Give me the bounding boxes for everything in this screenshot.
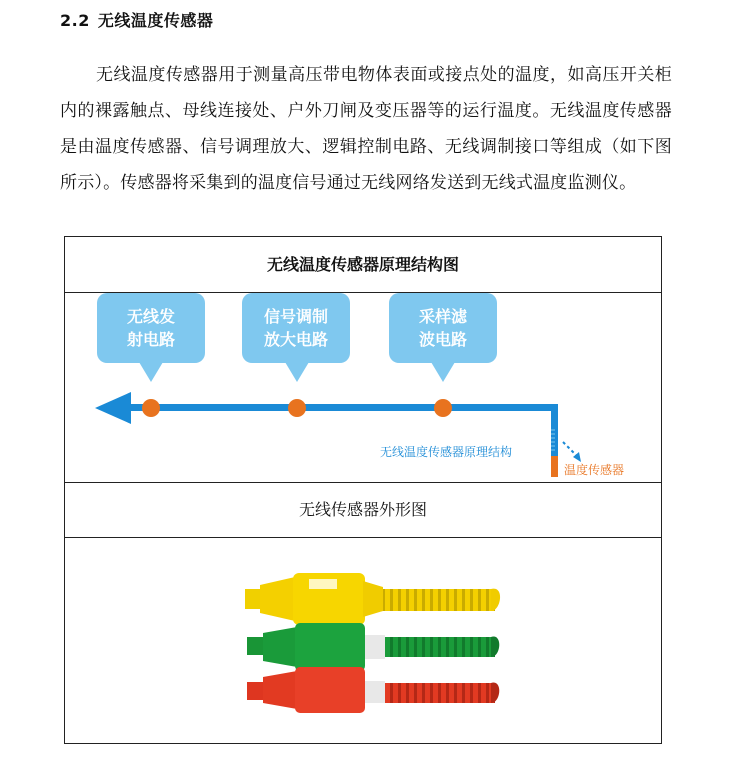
node-filter xyxy=(434,399,452,417)
section-heading xyxy=(60,8,213,31)
section-title: 无线温度传感器 xyxy=(97,11,214,30)
bubble-1-line1: 无线发 xyxy=(126,307,176,326)
diagram-row xyxy=(65,292,661,483)
sensor-photo xyxy=(65,537,661,743)
bubble-2-line2: 放大电路 xyxy=(263,330,329,349)
photo-row xyxy=(65,537,661,743)
bubble-transmit-circuit xyxy=(97,293,205,382)
principle-diagram xyxy=(65,292,661,482)
node-transmit xyxy=(142,399,160,417)
sensor-pointer xyxy=(563,442,577,456)
bubble-signal-amplifier xyxy=(242,293,350,382)
sensor-pointer-head xyxy=(573,452,581,462)
sensor-probe-tip xyxy=(551,456,558,477)
photo-title-row xyxy=(65,482,661,538)
structure-label: 无线温度传感器原理结构 xyxy=(380,445,513,459)
bubble-3-line1: 采样滤 xyxy=(418,307,468,326)
bubble-3-line2: 波电路 xyxy=(418,330,468,349)
bubble-2-line1: 信号调制 xyxy=(263,307,329,326)
photo-title: 无线传感器外形图 xyxy=(298,500,427,519)
section-number: 2.2 xyxy=(60,11,90,30)
body-paragraph: 无线温度传感器用于测量高压带电物体表面或接点处的温度，如高压开关柜内的裸露触点、母线连接处、户外刀闸及变压器等的运行温度。无线温度传感器是由温度传感器、信号调理放大、逻辑控制电路、无线调制接口等组成（如下图所示）。传感器将采集到的温度信号通过无线网络发送到无线式温度监测仪。 xyxy=(60,65,672,193)
sensor-label: 温度传感器 xyxy=(564,463,625,477)
node-amplifier xyxy=(288,399,306,417)
green-sensor xyxy=(247,623,499,671)
diagram-title: 无线温度传感器原理结构图 xyxy=(266,255,459,274)
yellow-sensor xyxy=(245,573,500,625)
bubble-sampling-filter xyxy=(389,293,497,382)
diagram-title-row xyxy=(65,237,661,293)
bubble-1-line2: 射电路 xyxy=(126,330,176,349)
figure-table xyxy=(64,236,662,744)
red-sensor xyxy=(247,667,499,713)
